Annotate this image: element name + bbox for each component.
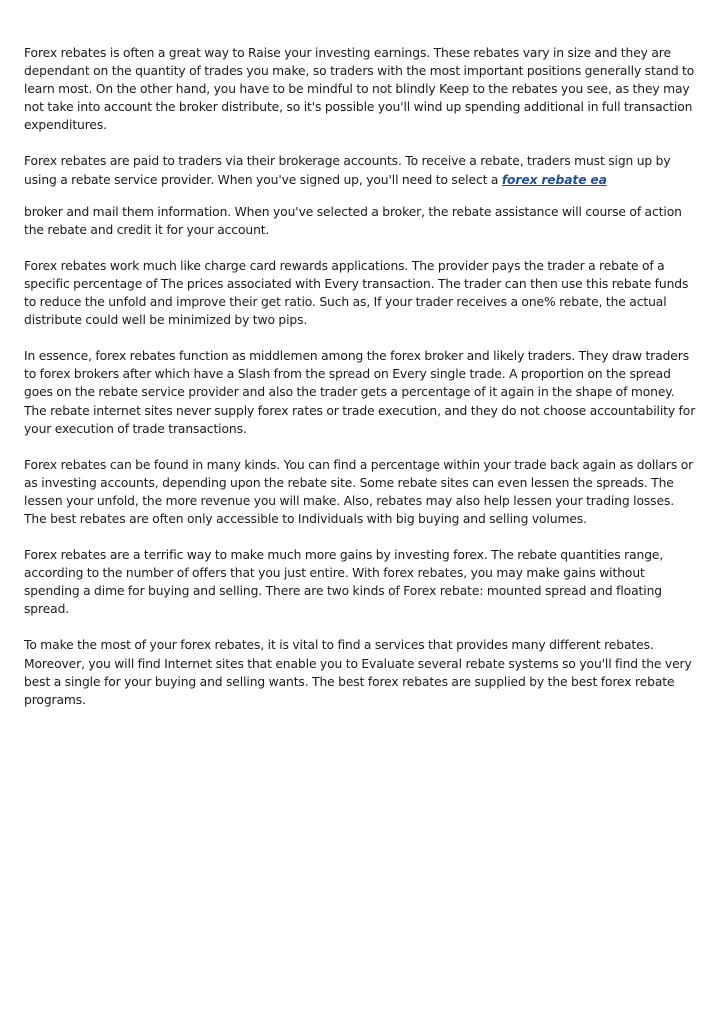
paragraph-1: Forex rebates is often a great way to Raise your investing earnings. These rebates vary in size and they are dependant on the quantity of trades you make, so traders with the most important positions generally stand to learn most. On the other hand, you have to be mindful to not blindly Keep to the rebates you see, as they may not take into account the broker distribute, so it's possible you'll wind up spending additional in full transaction expenditures.: [24, 46, 695, 133]
paragraph-7: Forex rebates are a terrific way to make much more gains by investing forex. The rebate quantities range, according to the number of offers that you just entire. With forex rebates, you may make gains without spending a dime for buying and selling. There are two kinds of Forex rebate: mounted spread and floating spread.: [24, 548, 664, 617]
paragraph-2: [24, 152, 700, 188]
paragraph-8: To make the most of your forex rebates, it is vital to find a services that provides many different rebates. Moreover, you will find Internet sites that enable you to Evaluate several rebate systems so you'll find the very best a single for your buying and selling wants. The best forex rebates are supplied by the best forex rebate programs.: [24, 638, 692, 707]
paragraph-3: broker and mail them information. When you've selected a broker, the rebate assistance will course of action the rebate and credit it for your account.: [24, 204, 682, 237]
paragraph-4: Forex rebates work much like charge card rewards applications. The provider pays the trader a rebate of a specific percentage of The prices associated with Every transaction. The trader can then use this rebate funds to reduce the unfold and improve their get ratio. Such as, If your trader receives a one% rebate, the actual distribute could well be minimized by two pips.: [24, 258, 689, 328]
paragraph-5: In essence, forex rebates function as middlemen among the forex broker and likely traders. They draw traders to forex brokers after which have a Slash from the spread on Every single trade. A proportion on the spread goes on the rebate service provider and also the trader gets a percentage of it again in the shape of money. The rebate internet sites never supply forex rates or trade execution, and they do not choose accountability for your execution of trade transactions.: [24, 349, 696, 436]
paragraph-6: Forex rebates can be found in many kinds. You can find a percentage within your trade back again as dollars or as investing accounts, depending upon the rebate site. Some rebate sites can even lessen the spreads. The lessen your unfold, the more revenue you will make. Also, rebates may also help lessen your trading losses. The best rebates are often only accessible to Individuals with big buying and selling volumes.: [24, 457, 694, 526]
document-body: [24, 44, 700, 727]
forex-rebate-ea-link[interactable]: forex rebate ea: [501, 172, 607, 187]
paragraph-2-text: Forex rebates are paid to traders via their brokerage accounts. To receive a rebate, traders must sign up by using a rebate service provider. When you've signed up, you'll need to select a: [24, 154, 671, 187]
